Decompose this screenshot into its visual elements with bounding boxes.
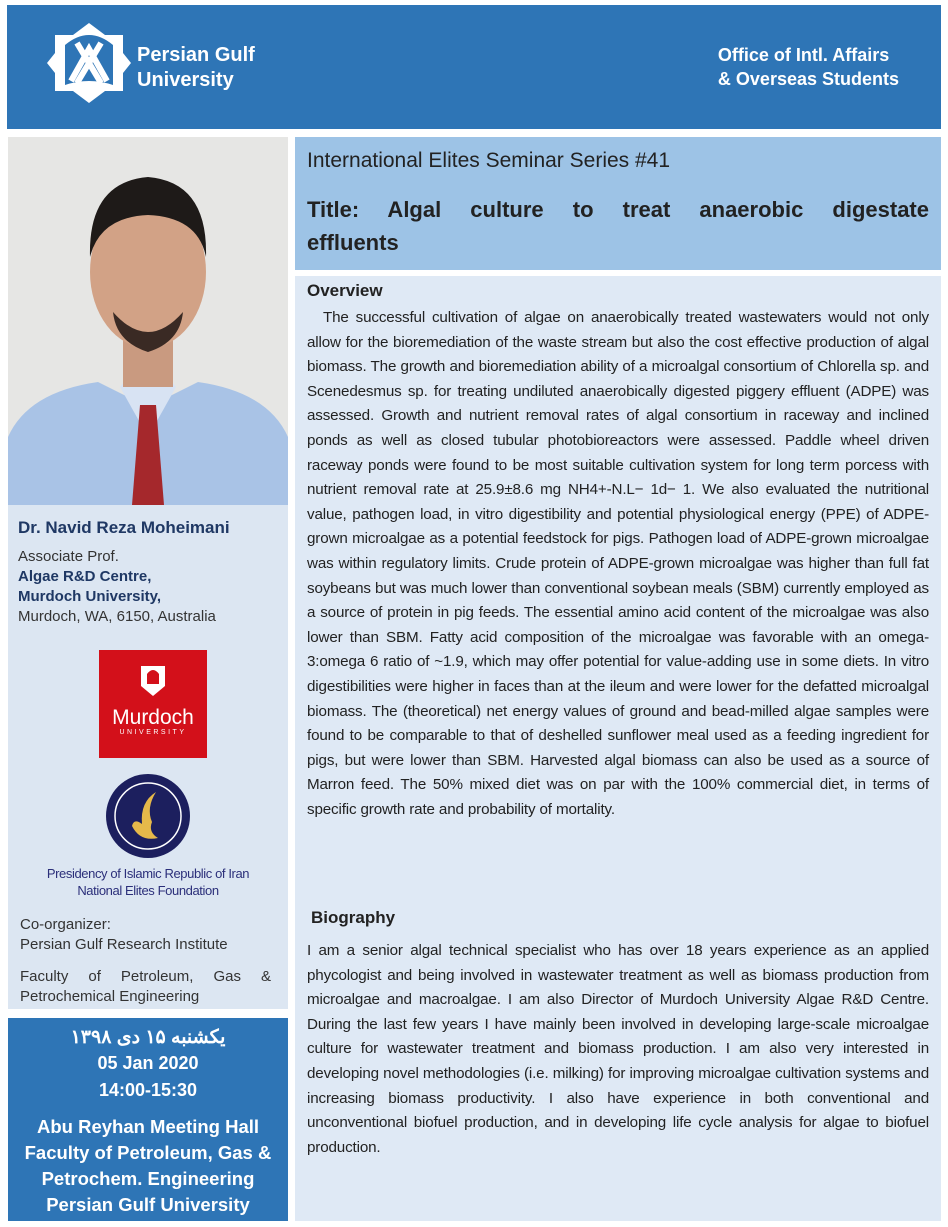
murdoch-logo [99, 650, 207, 758]
speaker-university: Murdoch University, [18, 588, 162, 605]
speaker-position: Associate Prof. [18, 548, 119, 565]
office-line1: Office of Intl. Affairs [717, 45, 890, 65]
event-venue [8, 1114, 288, 1218]
speaker-affiliation [18, 547, 216, 627]
speaker-photo [8, 137, 288, 505]
office-line2: & Overseas Students [717, 69, 899, 89]
speaker-sidebar [8, 137, 288, 1009]
seminar-content [295, 276, 941, 1221]
faculty-name: Faculty of Petroleum, Gas & Petrochemical Engineering [20, 968, 271, 1005]
speaker-name: Dr. Navid Reza Moheimani [18, 518, 230, 537]
university-name-line1: Persian Gulf [137, 44, 255, 66]
seminar-title-box [295, 137, 941, 270]
nef-line1: Presidency of Islamic Republic of Iran [46, 866, 250, 881]
header-banner [7, 5, 941, 129]
murdoch-logo-name: Murdoch [112, 706, 194, 729]
nef-line2: National Elites Foundation [77, 883, 219, 898]
speaker-address: Murdoch, WA, 6150, Australia [18, 608, 216, 625]
venue-line1: Abu Reyhan Meeting Hall [36, 1116, 260, 1137]
venue-line4: Persian Gulf University [46, 1194, 250, 1215]
overview-text: The successful cultivation of algae on anaerobically treated wastewaters would not only allow for the bioremediation of the waste stream but also the cost effective production of algal biomass. The growth and bioremediation ability of a microalgal consortium of Chlorella sp. and Scenedesmus sp. for treating undiluted anaerobically digested piggery effluent (ADPE) was assessed. Growth and nutrient removal rates of algal consortium in raceway and inclined ponds as well as closed tubular photobioreactors were assessed. Paddle wheel driven raceway ponds were found to be most suitable cultivation system for long term porcess with nutrient removal rate at 25.9±8.6 mg NH4+-N.L− 1d− 1. We also evaluated the nutritional value, pathogen load, in vitro digestibility and potential physiological energy (PPE) of ADPE-grown microalgae as a potential feedstock for pigs. Pathogen load of ADPE-grown microalgae was within regulatory limits. Crude protein of ADPE-grown microalgae was higher than full fat soybeans but was much lower than conventional soybean meals (SBM) currently employed as a source of protein in pig feeds. The essential amino acid content of the microalgae was also lower than SBM. Fatty acid composition of the microalgae was favorable with an omega-3:omega 6 ratio of ~1.9, which may offer potential for value-adding use in some diets. In vitro digestibilities were higher in faces than at the ileum and were lower for the defatted microalgal biomass. The (theoretical) net energy values of ground and bead-milled algae samples were found to be comparable to that of deshelled sunflower meal used as a feeding ingredient for pigs, but were lower than SBM. Harvested algal biomass can also be used as a source of Marron feed. The 50% mixed diet was on par with the 100% commercial diet, in terms of specific growth rate and probability of mortality. [307, 309, 929, 818]
murdoch-logo-sub: UNIVERSITY [119, 729, 187, 736]
nef-logo [8, 772, 288, 899]
coorganizer-name: Persian Gulf Research Institute [20, 936, 228, 953]
persian-date: یکشنبه ۱۵ دی ۱۳۹۸ [70, 1027, 226, 1048]
office-name [718, 43, 899, 91]
venue-line3: Petrochem. Engineering [41, 1168, 255, 1189]
speaker-centre: Algae R&D Centre, [18, 568, 152, 585]
university-name-line2: University [137, 69, 234, 91]
seminar-series: International Elites Seminar Series #41 [307, 149, 671, 172]
coorganizer-label: Co-organizer: [20, 916, 111, 933]
organizers [20, 915, 271, 1007]
overview-heading: Overview [307, 281, 383, 300]
event-date: 05 Jan 2020 [97, 1053, 199, 1073]
murdoch-crest-icon [133, 662, 173, 702]
event-info [8, 1018, 288, 1221]
biography-text: I am a senior algal technical specialist who has over 18 years experience as an applied phycologist and being involved in wastewater treatment as well as biomass production from microalgae and macroalgae. I am also Director of Murdoch University Algae R&D Centre. During the last few years I have mainly been involved in developing large-scale microalgae culture for wastewater treatment and biomass production. I am also very interested in developing novel methodologies (i.e. milking) for improving microalgae cultivation systems and increasing biomass productivity. I also have experience in both conventional and unconventional biofuel production, and in developing life cycle analysis for algae to biofuel production. [307, 942, 929, 1156]
venue-line2: Faculty of Petroleum, Gas & [24, 1142, 272, 1163]
nef-emblem-icon [104, 772, 192, 860]
event-time: 14:00-15:30 [98, 1080, 198, 1100]
university-name [137, 43, 255, 93]
university-logo-icon [45, 21, 133, 105]
seminar-title: Title: Algal culture to treat anaerobic digestate effluents [307, 197, 929, 255]
biography-heading: Biography [311, 908, 396, 927]
